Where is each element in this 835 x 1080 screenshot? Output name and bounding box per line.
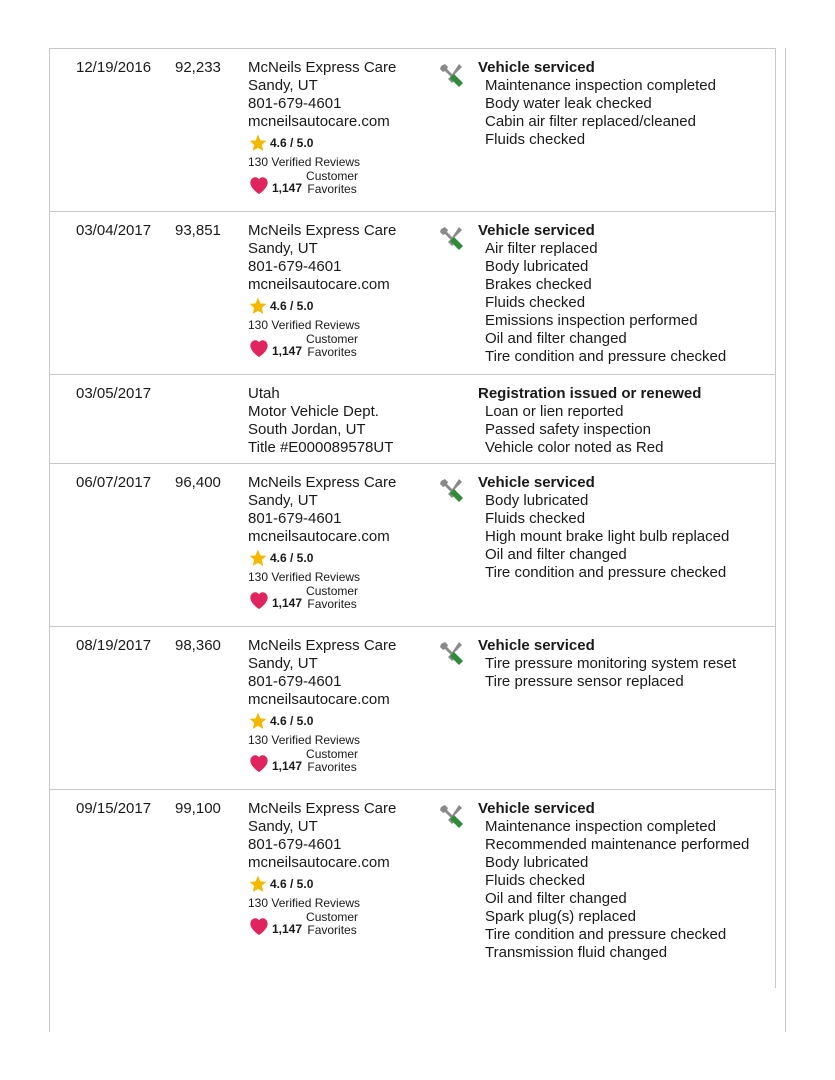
list-item: Air filter replaced	[485, 240, 598, 257]
table-row	[50, 375, 775, 464]
source-phone[interactable]: 801-679-4601	[248, 95, 342, 112]
row-source	[248, 800, 438, 938]
reviews-link[interactable]: 130 Verified Reviews	[248, 896, 361, 910]
list-item: Oil and filter changed	[485, 890, 627, 907]
source-location: Sandy, UT	[248, 655, 318, 672]
row-details	[478, 385, 768, 457]
list-item: Tire pressure monitoring system reset	[485, 655, 737, 672]
favorites	[248, 170, 438, 197]
favorites-count: 1,147	[272, 922, 303, 936]
row-date: 12/19/2016	[76, 59, 152, 76]
row-source	[248, 474, 438, 612]
event-items	[478, 403, 768, 457]
row-mileage: 98,360	[175, 637, 221, 654]
source-name: Utah	[248, 385, 280, 402]
favorites-count: 1,147	[272, 759, 303, 773]
source-phone[interactable]: 801-679-4601	[248, 510, 342, 527]
row-date: 08/19/2017	[76, 637, 152, 654]
source-location: South Jordan, UT	[248, 421, 366, 438]
list-item: Emissions inspection performed	[485, 312, 698, 329]
source-location: Sandy, UT	[248, 240, 318, 257]
event-title: Vehicle serviced	[478, 637, 595, 654]
favorites-label	[306, 333, 358, 359]
wrench-screwdriver-icon	[437, 224, 465, 252]
row-details	[478, 637, 768, 691]
row-details	[478, 474, 768, 582]
list-item: Spark plug(s) replaced	[485, 908, 636, 925]
favorites-label-line: Customer	[306, 169, 359, 183]
list-item: Fluids checked	[485, 131, 586, 148]
list-item: Body lubricated	[485, 258, 589, 275]
table-row	[50, 464, 775, 627]
table-row	[50, 212, 775, 375]
favorites-count: 1,147	[272, 344, 303, 358]
list-item: Brakes checked	[485, 276, 592, 293]
frame-inner-right-border	[775, 48, 776, 988]
event-items	[478, 77, 768, 149]
event-title: Vehicle serviced	[478, 800, 595, 817]
rating	[248, 296, 438, 316]
event-items	[478, 818, 768, 962]
list-item: Maintenance inspection completed	[485, 818, 716, 835]
favorites-count: 1,147	[272, 596, 303, 610]
list-item: Oil and filter changed	[485, 546, 627, 563]
source-name: McNeils Express Care	[248, 800, 397, 817]
favorites-count: 1,147	[272, 181, 303, 195]
favorites	[248, 748, 438, 775]
rating-value: 4.6 / 5.0	[270, 877, 314, 891]
row-details	[478, 222, 768, 366]
rating	[248, 711, 438, 731]
wrench-screwdriver-icon	[437, 476, 465, 504]
row-date: 09/15/2017	[76, 800, 152, 817]
list-item: Maintenance inspection completed	[485, 77, 716, 94]
reviews-link[interactable]: 130 Verified Reviews	[248, 318, 361, 332]
source-name: McNeils Express Care	[248, 474, 397, 491]
reviews-link[interactable]: 130 Verified Reviews	[248, 570, 361, 584]
event-title: Vehicle serviced	[478, 474, 595, 491]
list-item: Fluids checked	[485, 294, 586, 311]
history-table	[50, 49, 775, 988]
favorites-label-line: Favorites	[307, 345, 357, 359]
list-item: Passed safety inspection	[485, 421, 651, 438]
event-items	[478, 240, 768, 366]
star-icon	[248, 548, 268, 568]
row-details	[478, 800, 768, 962]
favorites-label-line: Favorites	[307, 923, 357, 937]
favorites	[248, 585, 438, 612]
star-icon	[248, 874, 268, 894]
list-item: High mount brake light bulb replaced	[485, 528, 730, 545]
source-location: Sandy, UT	[248, 492, 318, 509]
list-item: Body lubricated	[485, 854, 589, 871]
row-mileage: 93,851	[175, 222, 221, 239]
event-title: Registration issued or renewed	[478, 385, 702, 402]
source-title-number: Title #E000089578UT	[248, 439, 394, 456]
row-date: 03/05/2017	[76, 385, 152, 402]
list-item: Loan or lien reported	[485, 403, 624, 420]
list-item: Tire condition and pressure checked	[485, 348, 727, 365]
list-item: Vehicle color noted as Red	[485, 439, 664, 456]
event-title: Vehicle serviced	[478, 222, 595, 239]
favorites-label-line: Favorites	[307, 597, 357, 611]
favorites-label-line: Favorites	[307, 760, 357, 774]
rating-value: 4.6 / 5.0	[270, 714, 314, 728]
list-item: Fluids checked	[485, 510, 586, 527]
list-item: Body water leak checked	[485, 95, 652, 112]
list-item: Tire condition and pressure checked	[485, 926, 727, 943]
source-name: McNeils Express Care	[248, 59, 397, 76]
favorites-label-line: Customer	[306, 747, 359, 761]
star-icon	[248, 296, 268, 316]
source-department: Motor Vehicle Dept.	[248, 403, 379, 420]
rating	[248, 133, 438, 153]
source-location: Sandy, UT	[248, 818, 318, 835]
favorites	[248, 333, 438, 360]
heart-icon	[248, 916, 270, 936]
rating-value: 4.6 / 5.0	[270, 551, 314, 565]
heart-icon	[248, 590, 270, 610]
star-icon	[248, 133, 268, 153]
table-row	[50, 627, 775, 790]
star-icon	[248, 711, 268, 731]
frame-right-border	[785, 48, 786, 1032]
reviews-link[interactable]: 130 Verified Reviews	[248, 155, 361, 169]
row-date: 03/04/2017	[76, 222, 152, 239]
favorites-label-line: Customer	[306, 332, 359, 346]
source-name: McNeils Express Care	[248, 637, 397, 654]
rating	[248, 548, 438, 568]
source-website-link[interactable]: mcneilsautocare.com	[248, 528, 390, 545]
source-phone[interactable]: 801-679-4601	[248, 836, 342, 853]
source-phone[interactable]: 801-679-4601	[248, 258, 342, 275]
rating-value: 4.6 / 5.0	[270, 299, 314, 313]
source-website-link[interactable]: mcneilsautocare.com	[248, 854, 390, 871]
list-item: Fluids checked	[485, 872, 586, 889]
reviews-link[interactable]: 130 Verified Reviews	[248, 733, 361, 747]
event-title: Vehicle serviced	[478, 59, 595, 76]
source-phone[interactable]: 801-679-4601	[248, 673, 342, 690]
row-mileage: 92,233	[175, 59, 221, 76]
source-location: Sandy, UT	[248, 77, 318, 94]
favorites-label-line: Favorites	[307, 182, 357, 196]
table-row	[50, 790, 775, 988]
list-item: Body lubricated	[485, 492, 589, 509]
row-source	[248, 385, 438, 457]
row-details	[478, 59, 768, 149]
wrench-screwdriver-icon	[437, 639, 465, 667]
favorites-label	[306, 911, 358, 937]
heart-icon	[248, 338, 270, 358]
list-item: Cabin air filter replaced/cleaned	[485, 113, 696, 130]
event-items	[478, 655, 768, 691]
event-items	[478, 492, 768, 582]
list-item: Transmission fluid changed	[485, 944, 668, 961]
source-website-link[interactable]: mcneilsautocare.com	[248, 113, 390, 130]
wrench-screwdriver-icon	[437, 61, 465, 89]
list-item: Oil and filter changed	[485, 330, 627, 347]
heart-icon	[248, 175, 270, 195]
source-website-link[interactable]: mcneilsautocare.com	[248, 691, 390, 708]
favorites-label-line: Customer	[306, 584, 359, 598]
favorites	[248, 911, 438, 938]
rating	[248, 874, 438, 894]
row-source	[248, 222, 438, 360]
row-date: 06/07/2017	[76, 474, 152, 491]
heart-icon	[248, 753, 270, 773]
list-item: Tire pressure sensor replaced	[485, 673, 684, 690]
table-row	[50, 49, 775, 212]
source-website-link[interactable]: mcneilsautocare.com	[248, 276, 390, 293]
source-name: McNeils Express Care	[248, 222, 397, 239]
row-source	[248, 637, 438, 775]
row-source	[248, 59, 438, 197]
favorites-label	[306, 170, 358, 196]
favorites-label-line: Customer	[306, 910, 359, 924]
list-item: Tire condition and pressure checked	[485, 564, 727, 581]
row-mileage: 99,100	[175, 800, 221, 817]
wrench-screwdriver-icon	[437, 802, 465, 830]
row-mileage: 96,400	[175, 474, 221, 491]
favorites-label	[306, 748, 358, 774]
rating-value: 4.6 / 5.0	[270, 136, 314, 150]
favorites-label	[306, 585, 358, 611]
list-item: Recommended maintenance performed	[485, 836, 750, 853]
